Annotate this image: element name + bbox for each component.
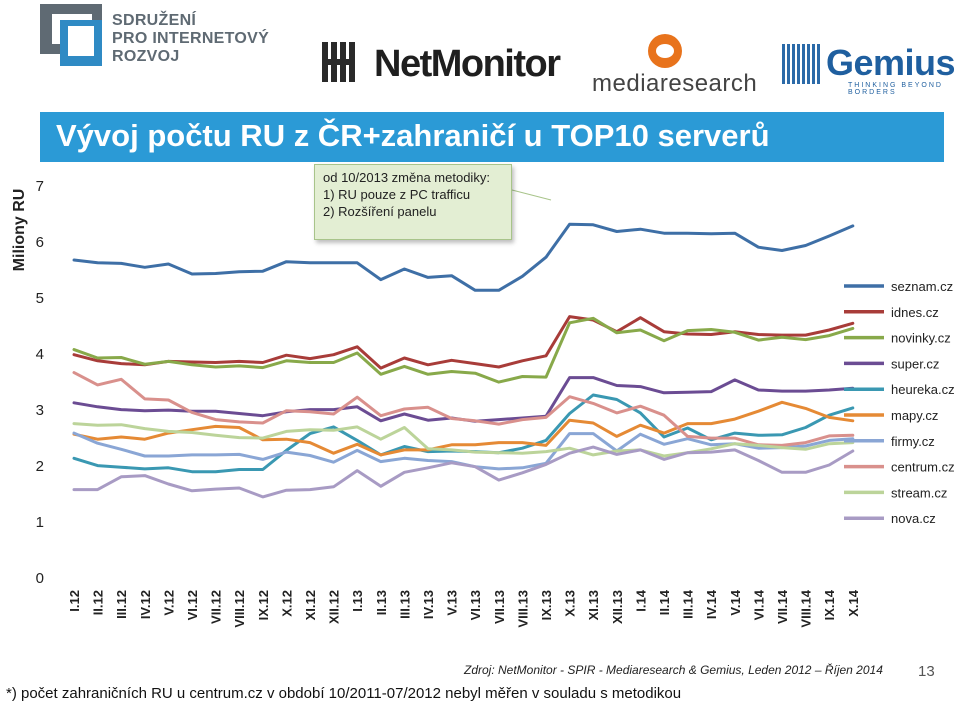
note-line: od 10/2013 změna metodiky:	[323, 170, 490, 185]
y-tick-label: 6	[35, 234, 44, 251]
y-tick-label: 1	[35, 514, 44, 531]
x-tick-label: IX.12	[255, 590, 271, 621]
x-tick-label: III.12	[114, 590, 130, 619]
x-tick-label: II.13	[373, 590, 389, 616]
legend-label: stream.cz	[891, 485, 948, 501]
series-line-idnes-cz	[74, 317, 853, 369]
x-tick-label: V.13	[444, 590, 460, 616]
methodology-note	[314, 164, 512, 240]
x-tick-label: V.12	[161, 590, 177, 616]
gemius-tagline: THINKING BEYOND BORDERS	[848, 82, 943, 96]
x-tick-label: VIII.13	[515, 590, 531, 628]
legend-label: seznam.cz	[891, 279, 954, 294]
y-tick-label: 5	[35, 290, 44, 307]
legend-label: mapy.cz	[891, 408, 939, 423]
spir-logo-text: SDRUŽENÍ PRO INTERNETOVÝ ROZVOJ	[112, 12, 270, 65]
y-tick-label: 7	[35, 178, 44, 195]
legend-label: centrum.cz	[891, 459, 955, 475]
netmonitor-logo-text: NetMonitor	[374, 43, 560, 85]
x-tick-label: IX.13	[539, 590, 554, 621]
x-tick-label: VIII.12	[232, 590, 248, 628]
x-tick-label: X.13	[562, 590, 578, 617]
source-note: Zdroj: NetMonitor - SPIR - Mediaresearch & Gemius, Leden 2012 – Říjen 2014	[464, 663, 883, 677]
x-tick-label: IX.14	[822, 590, 838, 621]
x-tick-label: XI.13	[586, 590, 602, 621]
x-tick-label: VI.12	[185, 590, 200, 621]
y-axis-label: Miliony RU	[11, 188, 28, 272]
legend-label: idnes.cz	[891, 304, 939, 320]
x-tick-label: II.14	[657, 590, 672, 616]
x-tick-label: VII.14	[775, 590, 790, 624]
page-number: 13	[918, 663, 935, 680]
x-tick-label: IV.14	[704, 590, 720, 620]
y-tick-label: 0	[35, 570, 44, 587]
x-tick-label: I.12	[67, 590, 82, 612]
x-tick-label: VII.13	[491, 590, 507, 624]
note-line: 2) Rozšíření panelu	[323, 204, 437, 219]
x-tick-label: X.14	[845, 590, 861, 617]
legend-label: super.cz	[891, 356, 940, 372]
x-tick-label: IV.12	[137, 590, 153, 620]
x-tick-label: VII.12	[208, 590, 224, 624]
x-tick-label: V.14	[727, 590, 743, 616]
x-tick-label: XI.12	[303, 590, 318, 621]
mediaresearch-logo-text: mediaresearch	[592, 70, 758, 97]
y-tick-label: 3	[35, 402, 44, 419]
series-line-super-cz	[74, 378, 853, 422]
x-tick-label: VI.13	[468, 590, 484, 621]
x-tick-label: VI.14	[751, 590, 767, 621]
legend-label: novinky.cz	[891, 330, 951, 346]
legend-label: heureka.cz	[891, 382, 955, 398]
series-line-novinky-cz	[74, 318, 853, 382]
x-tick-label: II.12	[90, 590, 106, 616]
footnote: *) počet zahraničních RU u centrum.cz v období 10/2011-07/2012 nebyl měřen v souladu s metodikou	[6, 685, 682, 702]
legend-label: firmy.cz	[891, 433, 935, 449]
y-tick-label: 2	[35, 458, 44, 475]
x-tick-label: IV.13	[421, 590, 436, 620]
x-tick-label: III.13	[397, 590, 413, 619]
y-tick-label: 4	[35, 346, 44, 363]
x-tick-label: I.14	[633, 590, 649, 612]
legend-label: nova.cz	[891, 511, 936, 527]
x-tick-label: XII.13	[609, 590, 625, 624]
annotation-pointer	[512, 190, 551, 200]
gemius-logo-text: Gemius	[826, 42, 956, 83]
note-line: 1) RU pouze z PC trafficu	[323, 187, 471, 202]
x-tick-label: III.14	[680, 590, 696, 619]
x-tick-label: XII.12	[326, 590, 342, 624]
x-tick-label: I.13	[350, 590, 366, 612]
x-tick-label: VIII.14	[798, 590, 814, 628]
x-tick-label: X.12	[279, 590, 295, 617]
page-title: Vývoj počtu RU z ČR+zahraničí u TOP10 serverů	[56, 118, 770, 153]
